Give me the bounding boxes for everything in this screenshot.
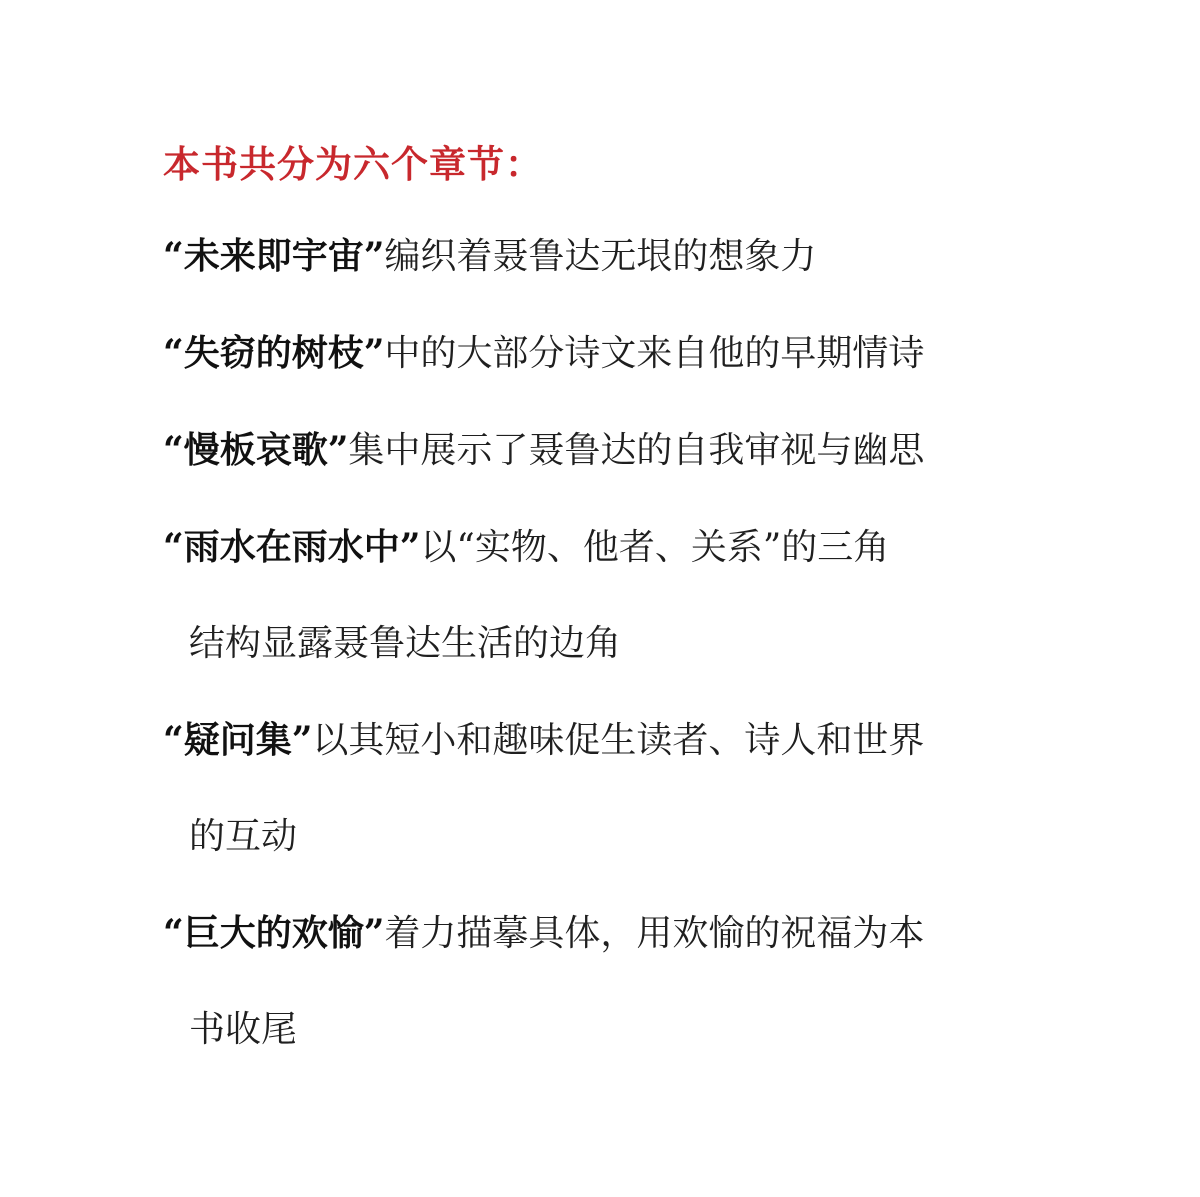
chapter-line — [163, 329, 1043, 378]
chapter-description: 以“实物、他者、关系”的三角 — [420, 527, 890, 568]
chapter-item — [163, 329, 1043, 378]
chapter-description: 中的大部分诗文来自他的早期情诗 — [384, 333, 925, 374]
chapter-item — [163, 426, 1043, 475]
chapter-description: 着力描摹具体，用欢愉的祝福为本 — [384, 913, 925, 954]
chapter-title: “疑问集” — [163, 719, 313, 761]
chapter-description: 集中展示了聂鲁达的自我审视与幽思 — [348, 430, 925, 471]
chapter-title: “失窃的树枝” — [163, 332, 385, 374]
chapter-item — [163, 523, 1043, 668]
chapter-description: 以其短小和趣味促生读者、诗人和世界 — [312, 720, 925, 761]
chapter-line — [163, 716, 1043, 765]
chapter-item — [163, 232, 1043, 281]
chapter-title: “雨水在雨水中” — [163, 526, 421, 568]
chapter-item — [163, 716, 1043, 861]
chapter-title: “慢板哀歌” — [163, 429, 349, 471]
chapter-description-continued: 书收尾 — [189, 1009, 298, 1050]
chapter-line — [163, 232, 1043, 281]
chapter-title: “巨大的欢愉” — [163, 912, 385, 954]
chapter-description: 编织着聂鲁达无垠的想象力 — [384, 236, 817, 277]
page-heading: 本书共分为六个章节： — [163, 142, 543, 186]
chapter-item — [163, 909, 1043, 1054]
chapter-line — [163, 523, 1043, 572]
chapter-list — [163, 232, 1043, 1054]
chapter-line — [163, 426, 1043, 475]
chapter-description-continued: 的互动 — [189, 816, 298, 857]
chapter-description-continued: 结构显露聂鲁达生活的边角 — [189, 623, 622, 664]
chapter-title: “未来即宇宙” — [163, 235, 385, 277]
chapter-line — [163, 909, 1043, 958]
